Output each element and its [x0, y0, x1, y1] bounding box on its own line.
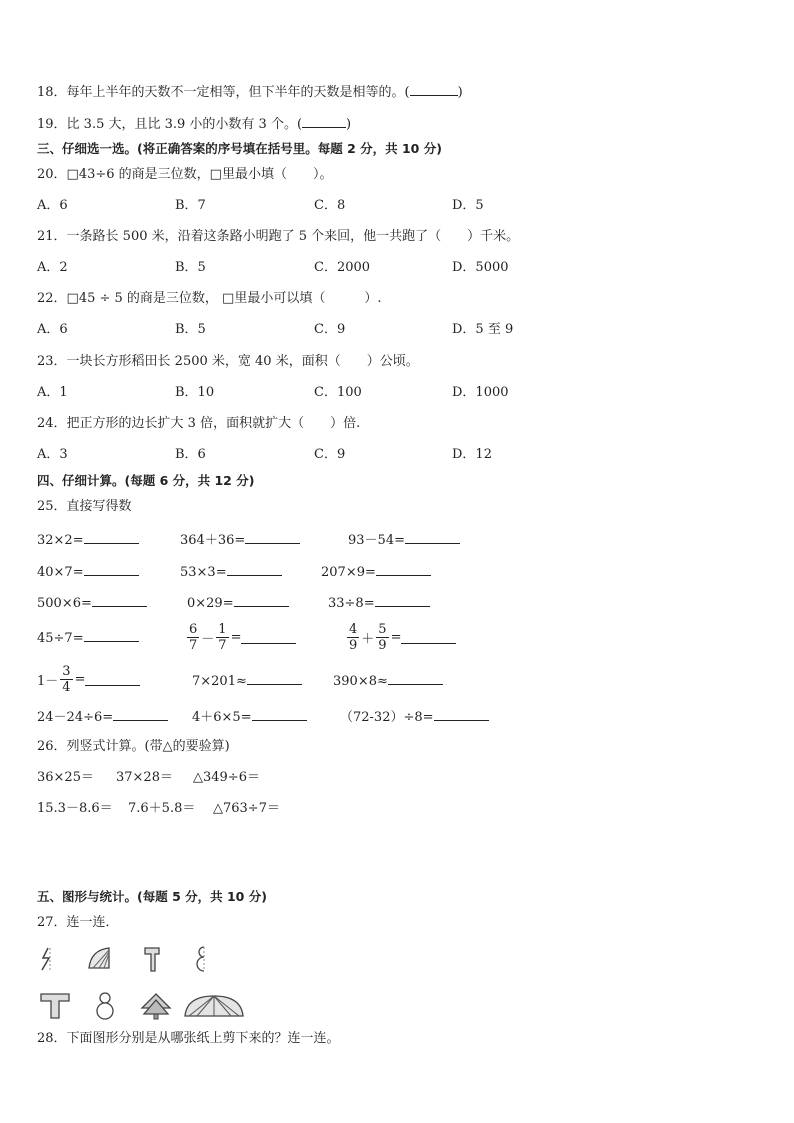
fraction-calc-item: 1－ $\frac{3}{4}$ =	[37, 661, 140, 697]
half-umbrella-figure[interactable]	[85, 944, 115, 972]
option-21-a[interactable]: A．2	[37, 260, 68, 275]
answer-blank[interactable]	[245, 531, 300, 544]
calc-item: 40×7=	[37, 563, 139, 581]
answer-blank[interactable]	[84, 531, 139, 544]
question-21: 21．一条路长 500 米，沿着这条路小明跑了 5 个来回，他一共跑了（ ）千米。	[37, 229, 520, 244]
answer-blank[interactable]	[92, 594, 147, 607]
answer-blank[interactable]	[376, 563, 431, 576]
calc-item: 33÷8=	[328, 594, 430, 612]
answer-blank[interactable]	[241, 631, 296, 644]
half-house-figure[interactable]	[141, 944, 165, 974]
option-22-a[interactable]: A．6	[37, 322, 68, 337]
fraction-calc-item: $\frac{6}{7}$ － $\frac{1}{7}$ =	[185, 619, 296, 655]
house-figure[interactable]	[38, 990, 72, 1020]
calc-item: 45÷7=	[37, 629, 139, 647]
vertical-calc-item: △763÷7＝	[213, 801, 280, 816]
calc-item: （72-32）÷8=	[340, 708, 489, 726]
vertical-calc-item: 15.3－8.6＝	[37, 801, 113, 816]
question-18-text: 18．每年上半年的天数不一定相等，但下半年的天数是相等的。(	[37, 85, 410, 100]
fraction: $\frac{3}{4}$	[62, 663, 71, 695]
option-24-a[interactable]: A．3	[37, 447, 68, 462]
question-28: 28．下面图形分别是从哪张纸上剪下来的？连一连。	[37, 1031, 340, 1046]
option-22-c[interactable]: C．9	[314, 322, 346, 337]
fraction: $\frac{5}{9}$	[378, 621, 387, 653]
vertical-calc-item: △349÷6＝	[193, 770, 260, 785]
answer-blank[interactable]	[375, 594, 430, 607]
calc-item: 0×29=	[187, 594, 289, 612]
answer-blank[interactable]	[113, 708, 168, 721]
half-lightning-figure[interactable]	[36, 946, 60, 972]
answer-blank[interactable]	[84, 629, 139, 642]
question-20: 20．□43÷6 的商是三位数，□里最小填（ ）。	[37, 167, 333, 182]
answer-blank[interactable]	[434, 708, 489, 721]
section-4-heading: 四、仔细计算。(每题 6 分，共 12 分)	[37, 473, 255, 488]
fraction: $\frac{1}{7}$	[218, 621, 227, 653]
answer-blank[interactable]	[405, 531, 460, 544]
question-19: 19．比 3.5 大，且比 3.9 小的小数有 3 个。( )	[37, 117, 352, 132]
snowman-figure[interactable]	[92, 990, 118, 1022]
option-21-c[interactable]: C．2000	[314, 260, 371, 275]
answer-blank[interactable]	[84, 563, 139, 576]
option-20-c[interactable]: C．8	[314, 198, 346, 213]
umbrella-figure[interactable]	[183, 994, 245, 1020]
option-20-d[interactable]: D．5	[452, 198, 484, 213]
answer-blank-18[interactable]	[410, 83, 458, 96]
calc-item: 93－54=	[348, 531, 460, 549]
option-23-c[interactable]: C．100	[314, 385, 362, 400]
question-24: 24．把正方形的边长扩大 3 倍，面积就扩大（ ）倍.	[37, 416, 361, 431]
calc-item: 364＋36=	[180, 531, 300, 549]
option-23-d[interactable]: D．1000	[452, 385, 509, 400]
question-25: 25．直接写得数	[37, 499, 132, 514]
answer-blank[interactable]	[401, 631, 456, 644]
answer-blank[interactable]	[247, 672, 302, 685]
answer-blank[interactable]	[227, 563, 282, 576]
option-23-b[interactable]: B．10	[175, 385, 215, 400]
fraction: $\frac{6}{7}$	[189, 621, 198, 653]
calc-item: 500×6=	[37, 594, 147, 612]
vertical-calc-item: 7.6＋5.8＝	[128, 801, 196, 816]
vertical-calc-item: 37×28＝	[116, 770, 173, 785]
fraction-calc-item: $\frac{4}{9}$ ＋ $\frac{5}{9}$ =	[345, 619, 456, 655]
answer-blank-19[interactable]	[302, 115, 346, 128]
answer-blank[interactable]	[85, 673, 140, 686]
option-23-a[interactable]: A．1	[37, 385, 68, 400]
option-24-c[interactable]: C．9	[314, 447, 346, 462]
option-22-b[interactable]: B．5	[175, 322, 206, 337]
option-21-b[interactable]: B．5	[175, 260, 206, 275]
section-5-heading: 五、图形与统计。(每题 5 分，共 10 分)	[37, 889, 267, 904]
question-26: 26．列竖式计算。(带△的要验算)	[37, 739, 230, 754]
calc-item: 24－24÷6=	[37, 708, 168, 726]
question-27: 27．连一连．	[37, 915, 119, 930]
calc-item: 4＋6×5=	[192, 708, 307, 726]
vertical-calc-item: 36×25＝	[37, 770, 94, 785]
calc-item: 390×8≈	[333, 672, 443, 690]
option-20-b[interactable]: B．7	[175, 198, 206, 213]
option-21-d[interactable]: D．5000	[452, 260, 509, 275]
answer-blank[interactable]	[388, 672, 443, 685]
question-23: 23．一块长方形稻田长 2500 米，宽 40 米，面积（ ）公顷。	[37, 354, 419, 369]
fraction: $\frac{4}{9}$	[349, 621, 358, 653]
calc-item: 32×2=	[37, 531, 139, 549]
option-24-b[interactable]: B．6	[175, 447, 206, 462]
calc-item: 53×3=	[180, 563, 282, 581]
calc-item: 207×9=	[321, 563, 431, 581]
answer-blank[interactable]	[252, 708, 307, 721]
option-24-d[interactable]: D．12	[452, 447, 492, 462]
answer-blank[interactable]	[234, 594, 289, 607]
half-snowman-figure[interactable]	[192, 944, 212, 974]
calc-item: 7×201≈	[192, 672, 302, 690]
option-20-a[interactable]: A．6	[37, 198, 68, 213]
question-22: 22．□45 ÷ 5 的商是三位数， □里最小可以填（ ）.	[37, 291, 382, 306]
question-19-text: 19．比 3.5 大，且比 3.9 小的小数有 3 个。(	[37, 117, 303, 132]
tree-figure[interactable]	[139, 992, 173, 1020]
section-3-heading: 三、仔细选一选。(将正确答案的序号填在括号里。每题 2 分，共 10 分)	[37, 141, 442, 156]
option-22-d[interactable]: D．5 至 9	[452, 322, 514, 337]
question-18: 18．每年上半年的天数不一定相等，但下半年的天数是相等的。( )	[37, 85, 463, 100]
